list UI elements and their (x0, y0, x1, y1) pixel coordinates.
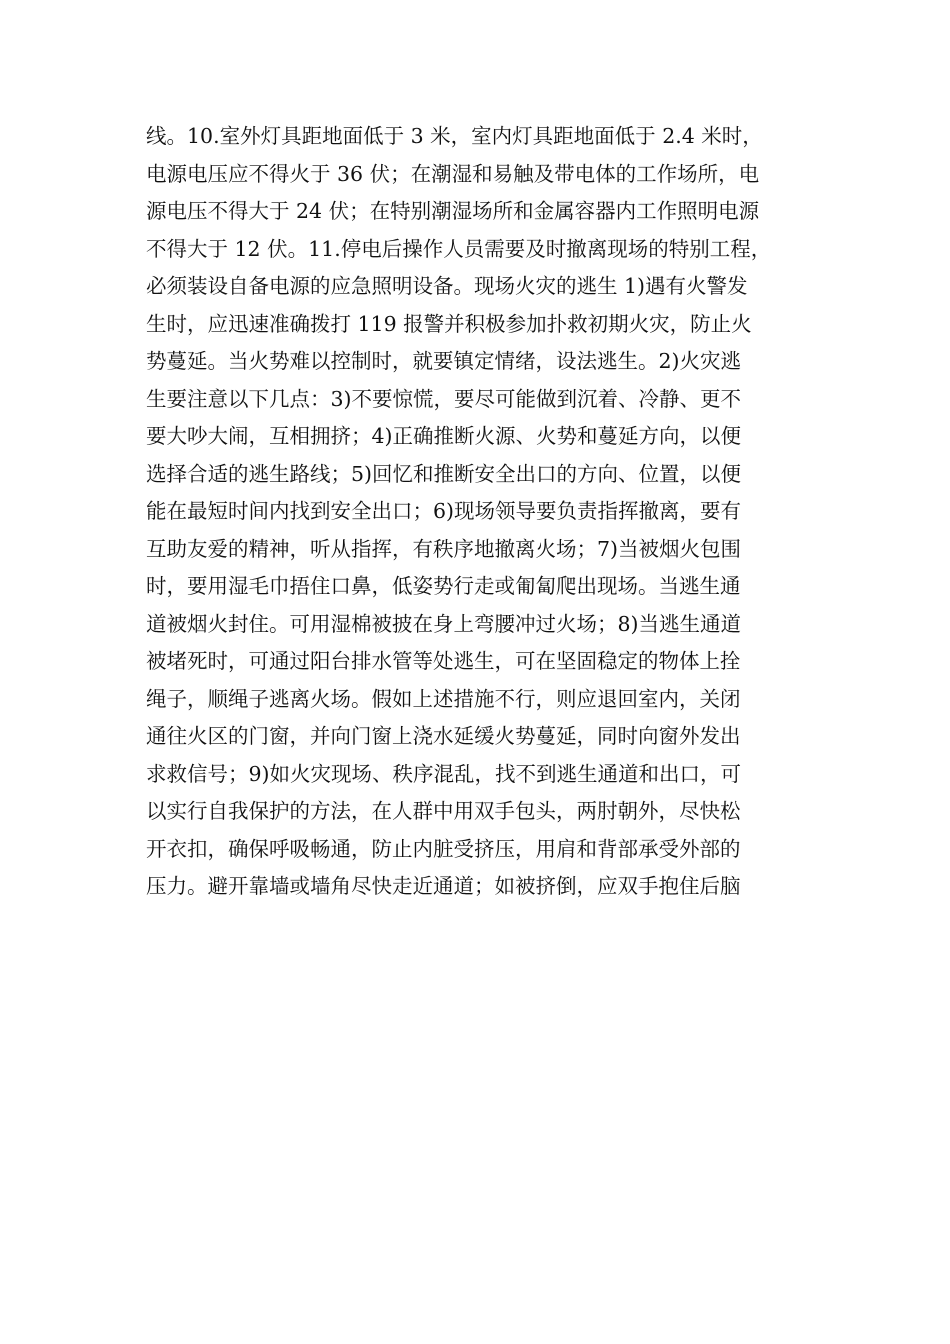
text-line: 选择合适的逃生路线；5)回忆和推断安全出口的方向、位置，以便 (146, 461, 742, 486)
text-line: 被堵死时，可通过阳台排水管等处逃生，可在坚固稳定的物体上拴 (146, 649, 741, 673)
text-line: 以实行自我保护的方法，在人群中用双手包头，两肘朝外，尽快松 (146, 799, 741, 823)
text-line: 要大吵大闹，互相拥挤；4)正确推断火源、火势和蔓延方向，以便 (146, 424, 742, 448)
text-line: 势蔓延。当火势难以控制时，就要镇定情绪，设法逃生。2)火灾逃 (146, 349, 742, 373)
text-line: 绳子，顺绳子逃离火场。假如上述措施不行，则应退回室内，关闭 (146, 686, 741, 711)
text-line: 时，要用湿毛巾捂住口鼻，低姿势行走或匍匐爬出现场。当逃生通 (146, 574, 741, 598)
text-line: 不得大于 12 伏。11.停电后操作人员需要及时撤离现场的特别工程， (146, 236, 772, 261)
text-line: 源电压不得大于 24 伏；在特别潮湿场所和金属容器内工作照明电源 (146, 199, 760, 223)
text-line: 道被烟火封住。可用湿棉被披在身上弯腰冲过火场；8)当逃生通道 (146, 611, 742, 636)
text-line: 电源电压应不得火于 36 伏；在潮湿和易触及带电体的工作场所，电 (146, 161, 760, 186)
body-paragraph (146, 118, 806, 906)
text-line: 生要注意以下几点：3)不要惊慌，要尽可能做到沉着、冷静、更不 (146, 386, 742, 411)
text-line: 通往火区的门窗，并向门窗上浇水延缓火势蔓延，同时向窗外发出 (146, 724, 741, 748)
text-line: 互助友爱的精神，听从指挥，有秩序地撤离火场；7)当被烟火包围 (146, 536, 742, 561)
text-line: 能在最短时间内找到安全出口；6)现场领导要负责指挥撤离，要有 (146, 499, 742, 523)
text-line: 压力。避开靠墙或墙角尽快走近通道；如被挤倒，应双手抱住后脑 (146, 874, 741, 898)
text-line: 开衣扣，确保呼吸畅通，防止内脏受挤压，用肩和背部承受外部的 (146, 836, 741, 861)
text-line: 必须装设自备电源的应急照明设备。现场火灾的逃生 1)遇有火警发 (146, 274, 748, 298)
text-line: 求救信号；9)如火灾现场、秩序混乱，找不到逃生通道和出口，可 (146, 761, 742, 786)
text-line: 生时，应迅速准确拨打 119 报警并积极参加扑救初期火灾，防止火 (146, 311, 752, 336)
text-line: 线。10.室外灯具距地面低于 3 米，室内灯具距地面低于 2.4 米时， (146, 124, 763, 148)
